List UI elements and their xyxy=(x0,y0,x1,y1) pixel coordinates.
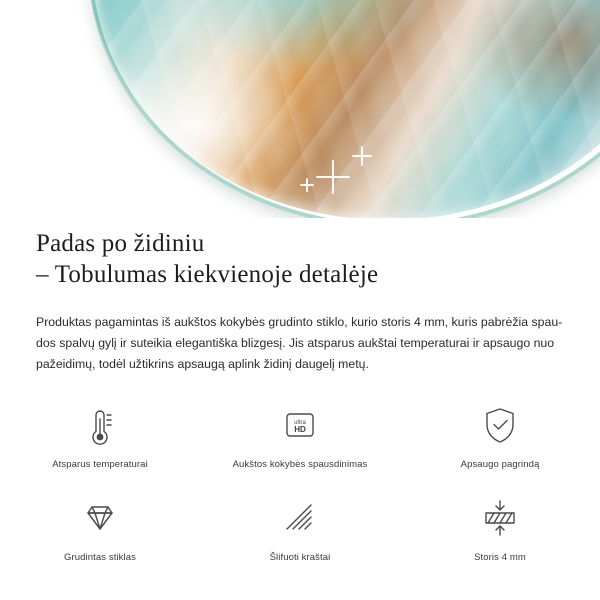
feature-item-print-quality xyxy=(200,398,400,471)
headline-line-1: Padas po židiniu xyxy=(36,230,205,257)
diamond-icon xyxy=(72,495,128,541)
feature-label: Aukštos kokybės spausdinimas xyxy=(232,459,368,470)
body-paragraph: Produktas pagamintas iš aukštos kokybės grudinto stiklo, kurio storis 4 mm, kuris pabrėžia spaudos spalvų gylį ir suteikia elegantiška blizgesį. Jis atsparus aukštai temperaturai ir apsaugo nuo pažeidimų, todėl užtikrins apsaugą aplink židinį daugelį metų. xyxy=(36,315,563,371)
feature-grid xyxy=(0,398,600,564)
thickness-icon xyxy=(472,495,528,541)
glass-disc-graphic xyxy=(88,0,600,218)
thermometer-icon xyxy=(72,402,128,448)
feature-label: Grudintas stiklas xyxy=(64,552,136,563)
feature-label: Šlifuoti kraštai xyxy=(269,552,331,563)
feature-item-surface-protection xyxy=(400,398,600,471)
text-content xyxy=(0,228,600,375)
feature-item-tempered-glass xyxy=(0,491,200,564)
svg-text:ultra: ultra xyxy=(294,420,306,426)
page-title xyxy=(36,228,564,290)
feature-label: Apsaugo pagrindą xyxy=(460,459,540,470)
feature-label: Atsparus temperaturai xyxy=(52,459,148,470)
svg-text:HD: HD xyxy=(294,425,306,434)
hero-image xyxy=(0,0,600,218)
feature-label: Storis 4 mm xyxy=(474,552,526,563)
headline-line-2: – Tobulumas kiekvienoje detalėje xyxy=(36,261,379,288)
shield-check-icon xyxy=(472,402,528,448)
polished-edges-icon xyxy=(272,495,328,541)
feature-item-temperature xyxy=(0,398,200,471)
feature-item-thickness xyxy=(400,491,600,564)
feature-item-polished-edges xyxy=(200,491,400,564)
ultra-hd-icon xyxy=(272,402,328,448)
